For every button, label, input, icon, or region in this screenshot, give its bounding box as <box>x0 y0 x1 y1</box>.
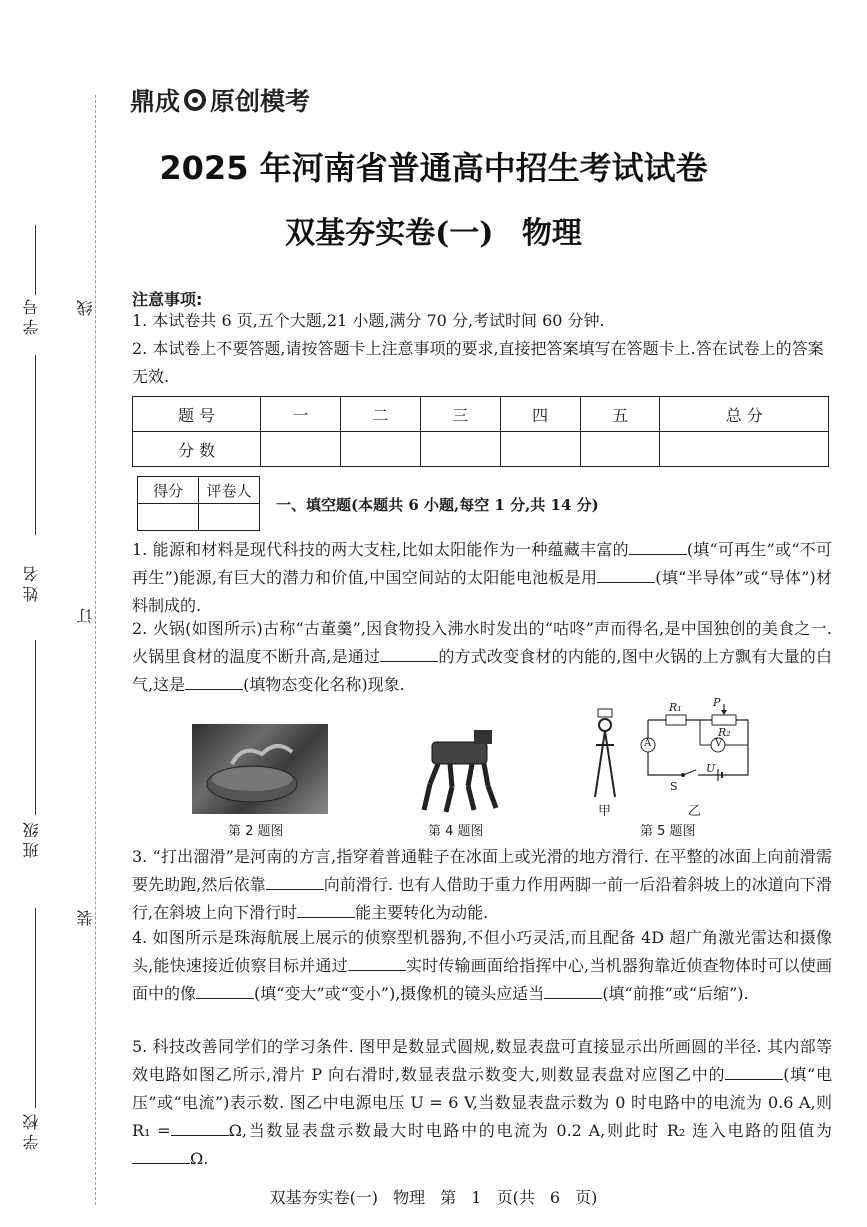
q3-text-c: 能主要转化为动能. <box>355 903 489 922</box>
brand-circle-icon <box>184 89 206 111</box>
score-cell: 四 <box>500 397 580 432</box>
question-4 <box>132 924 832 1008</box>
switch-s-label: S <box>670 780 678 793</box>
answer-blank <box>725 1065 783 1080</box>
figure-4-caption: 第 4 题图 <box>428 824 484 839</box>
binding-mark-zhuang: 装 <box>76 910 95 926</box>
score-cell: 一 <box>261 397 341 432</box>
name-line <box>35 640 36 815</box>
q1-text-b: (填“可再生”或“不可再生”)能源,有巨大的潜力和价值,中国空间站的太阳能电池板是用 <box>132 540 832 587</box>
q5-text-d: Ω. <box>190 1149 209 1168</box>
score-input-cell <box>261 432 341 467</box>
score-cell: 分 数 <box>133 432 261 467</box>
score-table <box>132 396 829 467</box>
answer-blank <box>348 956 406 971</box>
answer-blank <box>380 647 438 662</box>
figure-jia-label: 甲 <box>598 804 612 819</box>
grader-name-label: 评卷人 <box>199 477 260 504</box>
binding-mark-ding: 订 <box>76 608 95 624</box>
exam-title: 2025 年河南省普通高中招生考试试卷 <box>159 149 708 187</box>
robot-dog-figure <box>412 722 507 817</box>
q5-text-a: 5. 科技改善同学们的学习条件. 图甲是数显式圆规,数显表盘可直接显示出所画圆的半径. 其内部等效电路如图乙所示,滑片 P 向右滑时,数显表盘示数变大,则数显表盘对应图乙中的 <box>132 1037 832 1084</box>
grader-score-cell <box>138 504 199 531</box>
student-id-label: 学号 <box>22 295 41 335</box>
hotpot-photo <box>192 724 328 814</box>
figure-5-caption: 第 5 题图 <box>640 824 696 839</box>
question-3 <box>132 843 832 927</box>
q5-text-b: (填“电压”或“电流”)表示数. 图乙中电源电压 U = 6 V,当数显表盘示数为 0 时电路中的电流为 0.6 A,则 R₁ = <box>132 1065 832 1140</box>
answer-blank <box>196 984 254 999</box>
q5-text-c: Ω,当数显表盘示数最大时电路中的电流为 0.2 A,则此时 R₂ 连入电路的阻值为 <box>228 1121 832 1140</box>
score-table-header-row <box>133 397 829 432</box>
score-cell: 五 <box>580 397 660 432</box>
school-label: 学校 <box>22 1110 41 1150</box>
page-footer: 双基夯实卷(一) 物理 第 1 页(共 6 页) <box>269 1188 598 1207</box>
question-2 <box>132 615 832 699</box>
brand-logo <box>130 82 310 118</box>
student-id-line-lower <box>35 355 36 535</box>
binding-line <box>95 95 96 1205</box>
answer-blank <box>297 903 355 918</box>
notice-heading: 注意事项: <box>132 290 203 309</box>
source-u-label: U <box>706 762 716 775</box>
score-table-score-row <box>133 432 829 467</box>
score-cell: 三 <box>420 397 500 432</box>
answer-blank <box>544 984 602 999</box>
q4-text-c: (填“变大”或“变小”),摄像机的镜头应适当 <box>254 984 545 1003</box>
slider-p-label: P <box>713 696 721 709</box>
score-cell: 二 <box>340 397 420 432</box>
circuit-diagram <box>638 696 763 800</box>
score-cell: 总 分 <box>660 397 829 432</box>
q2-text-a: 2. 火锅(如图所示)古称“古董羹”,因食物投入沸水时发出的“咕咚”声而得名,是中国独创的美食之一. 火锅里食材的温度不断升高,是通过 <box>132 619 832 666</box>
score-input-cell <box>660 432 829 467</box>
grader-name-cell <box>199 504 260 531</box>
ammeter-label: A <box>644 738 652 749</box>
voltmeter-label: V <box>715 738 723 749</box>
notice-item-1: 1. 本试卷共 6 页,五个大题,21 小题,满分 70 分,考试时间 60 分钟. <box>132 311 605 330</box>
question-5 <box>132 1033 832 1173</box>
r2-label: R₂ <box>718 726 731 739</box>
q4-text-a: 4. 如图所示是珠海航展上展示的侦察型机器狗,不但小巧灵活,而且配备 4D 超广角激光雷达和摄像头,能快速接近侦察目标并通过 <box>132 928 832 975</box>
q3-text-b: 向前滑行. 也有人借助于重力作用两脚一前一后沿着斜坡上的冰道向下滑行,在斜坡上向下滑行时 <box>132 875 832 922</box>
grader-box <box>137 476 260 531</box>
answer-blank <box>629 540 687 555</box>
question-1 <box>132 536 832 620</box>
q2-text-b: 的方式改变食材的内能的,图中火锅的上方飘有大量的白气,这是 <box>132 647 832 694</box>
grader-score-label: 得分 <box>138 477 199 504</box>
score-cell: 题 号 <box>133 397 261 432</box>
class-label: 班级 <box>22 818 41 858</box>
q2-text-c: (填物态变化名称)现象. <box>243 675 405 694</box>
class-line <box>35 908 36 1108</box>
q1-text-a: 1. 能源和材料是现代科技的两大支柱,比如太阳能作为一种蕴藏丰富的 <box>132 540 629 559</box>
score-input-cell <box>580 432 660 467</box>
answer-blank <box>171 1121 229 1136</box>
name-label: 姓名 <box>22 562 41 602</box>
q4-text-d: (填“前推”或“后缩”). <box>602 984 749 1003</box>
brand-left: 鼎成 <box>130 87 181 116</box>
score-input-cell <box>420 432 500 467</box>
q1-text-c: (填“半导体”或“导体”)材料制成的. <box>132 568 832 615</box>
exam-subtitle: 双基夯实卷(一) 物理 <box>285 216 582 251</box>
r1-label: R₁ <box>669 701 682 714</box>
section-1-heading: 一、填空题(本题共 6 小题,每空 1 分,共 14 分) <box>276 496 599 514</box>
binding-mark-xian: 线 <box>76 300 95 316</box>
q4-text-b: 实时传输画面给指挥中心,当机器狗靠近侦查物体时可以使画面中的像 <box>132 956 832 1003</box>
answer-blank <box>132 1149 190 1164</box>
answer-blank <box>597 568 655 583</box>
figure-yi-label: 乙 <box>688 804 702 819</box>
answer-blank <box>185 675 243 690</box>
answer-blank <box>266 875 324 890</box>
notice-item-2: 2. 本试卷上不要答题,请按答题卡上注意事项的要求,直接把答案填写在答题卡上.答在试卷上的答案无效. <box>132 339 824 386</box>
score-input-cell <box>340 432 420 467</box>
compass-figure <box>590 705 620 800</box>
brand-right: 原创模考 <box>210 87 311 116</box>
figure-2-caption: 第 2 题图 <box>228 824 284 839</box>
score-input-cell <box>500 432 580 467</box>
q3-text-a: 3. “打出溜滑”是河南的方言,指穿着普通鞋子在冰面上或光滑的地方滑行. 在平整的冰面上向前滑需要先助跑,然后依靠 <box>132 847 832 894</box>
